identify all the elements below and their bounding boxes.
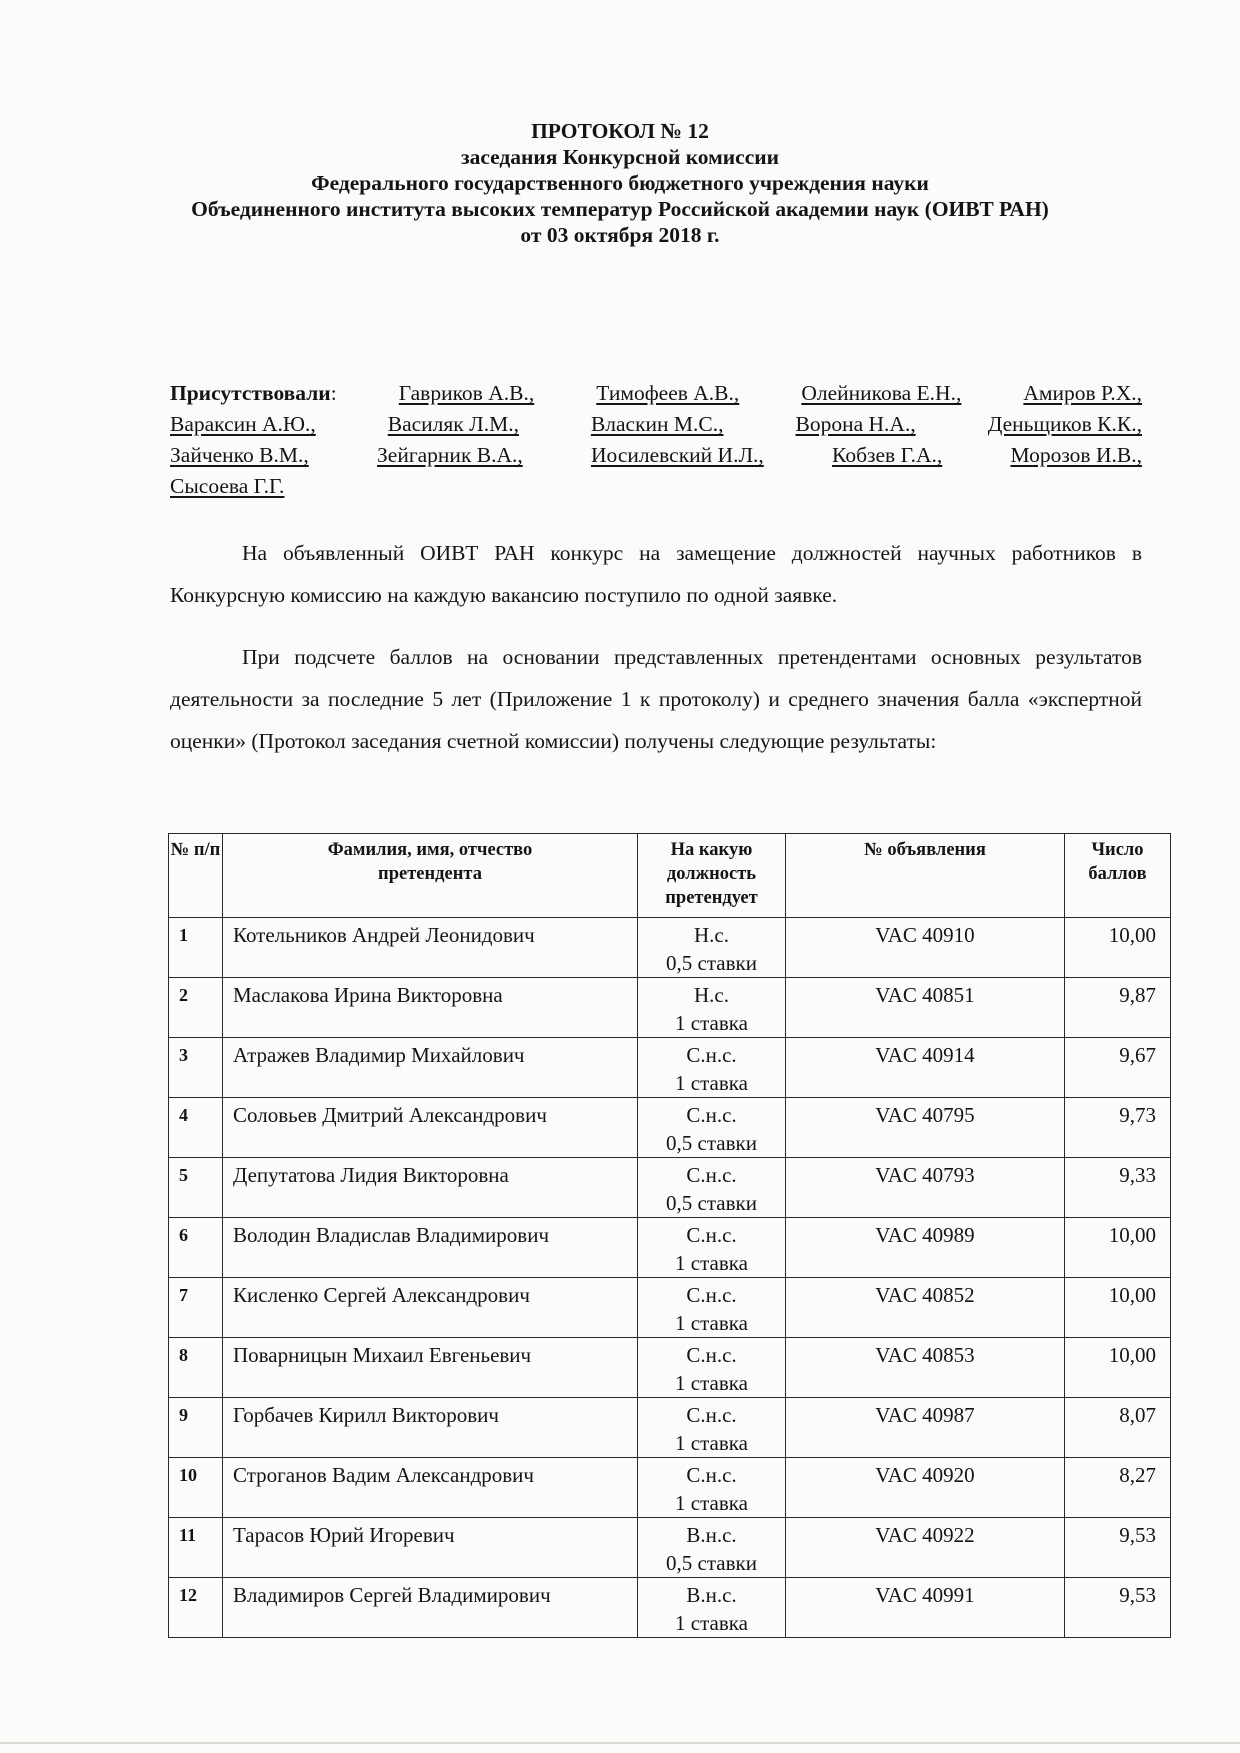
score-value: 9,87	[1065, 978, 1171, 1038]
applicant-name: Строганов Вадим Александрович	[223, 1458, 638, 1518]
applicant-name: Атражев Владимир Михайлович	[223, 1038, 638, 1098]
header-num: № п/п	[169, 834, 223, 918]
applicant-name: Владимиров Сергей Владимирович	[223, 1578, 638, 1638]
position-title: С.н.с.	[686, 1163, 737, 1187]
paragraph-applications-text: На объявленный ОИВТ РАН конкурс на замещение должностей научных работников в Конкурсную комиссию на каждую вакансию поступило по одной заявке.	[170, 541, 1142, 607]
score-value: 9,53	[1065, 1578, 1171, 1638]
position-cell	[638, 1398, 786, 1458]
score-value: 8,07	[1065, 1398, 1171, 1458]
header-score: Число баллов	[1065, 834, 1171, 918]
vacancy-number: VAC 40853	[786, 1338, 1065, 1398]
vacancy-number: VAC 40920	[786, 1458, 1065, 1518]
attendee-name: Зейгарник В.А.,	[377, 443, 523, 467]
position-title: Н.с.	[694, 923, 729, 947]
vacancy-number: VAC 40910	[786, 918, 1065, 978]
position-title: С.н.с.	[686, 1403, 737, 1427]
position-cell	[638, 1098, 786, 1158]
position-rate: 0,5 ставки	[666, 1191, 757, 1215]
row-number: 12	[169, 1578, 223, 1638]
score-value: 9,67	[1065, 1038, 1171, 1098]
score-value: 9,73	[1065, 1098, 1171, 1158]
position-title: С.н.с.	[686, 1343, 737, 1367]
protocol-subtitle: заседания Конкурсной комиссии	[460, 145, 780, 169]
table-row	[169, 1458, 1171, 1518]
table-row	[169, 1098, 1171, 1158]
results-table	[168, 833, 1171, 1638]
attendee-name: Иосилевский И.Л.,	[591, 443, 764, 467]
vacancy-number: VAC 40914	[786, 1038, 1065, 1098]
table-header-row	[169, 834, 1171, 918]
attendee-name: Олейникова Е.Н.,	[801, 381, 962, 405]
position-cell	[638, 1578, 786, 1638]
applicant-name: Котельников Андрей Леонидович	[223, 918, 638, 978]
attendance-row-3	[170, 440, 1142, 471]
position-cell	[638, 918, 786, 978]
applicant-name: Тарасов Юрий Игоревич	[223, 1518, 638, 1578]
position-rate: 1 ставка	[675, 1431, 748, 1455]
header-name: Фамилия, имя, отчество претендента	[223, 834, 638, 918]
score-value: 8,27	[1065, 1458, 1171, 1518]
score-value: 9,53	[1065, 1518, 1171, 1578]
table-row	[169, 978, 1171, 1038]
attendee-name: Сысоева Г.Г.	[170, 474, 285, 498]
vacancy-number: VAC 40852	[786, 1278, 1065, 1338]
row-number: 2	[169, 978, 223, 1038]
protocol-title: ПРОТОКОЛ № 12	[531, 119, 709, 143]
row-number: 8	[169, 1338, 223, 1398]
attendee-name: Кобзев Г.А.,	[832, 443, 943, 467]
position-cell	[638, 1338, 786, 1398]
row-number: 4	[169, 1098, 223, 1158]
position-rate: 1 ставка	[675, 1491, 748, 1515]
protocol-header	[120, 118, 1120, 248]
protocol-date: от 03 октября 2018 г.	[520, 223, 720, 247]
position-rate: 1 ставка	[675, 1611, 748, 1635]
attendee-name: Василяк Л.М.,	[387, 412, 519, 436]
position-title: С.н.с.	[686, 1283, 737, 1307]
position-cell	[638, 1158, 786, 1218]
position-title: С.н.с.	[686, 1043, 737, 1067]
scan-edge-line	[0, 1742, 1240, 1744]
position-cell	[638, 1038, 786, 1098]
vacancy-number: VAC 40989	[786, 1218, 1065, 1278]
position-title: С.н.с.	[686, 1103, 737, 1127]
vacancy-number: VAC 40793	[786, 1158, 1065, 1218]
attendee-name: Тимофеев А.В.,	[596, 381, 740, 405]
row-number: 1	[169, 918, 223, 978]
applicant-name: Депутатова Лидия Викторовна	[223, 1158, 638, 1218]
vacancy-number: VAC 40922	[786, 1518, 1065, 1578]
position-title: С.н.с.	[686, 1223, 737, 1247]
applicant-name: Маслакова Ирина Викторовна	[223, 978, 638, 1038]
score-value: 10,00	[1065, 1338, 1171, 1398]
applicant-name: Горбачев Кирилл Викторович	[223, 1398, 638, 1458]
attendee-name: Амиров Р.Х.,	[1023, 381, 1142, 405]
position-cell	[638, 1458, 786, 1518]
attendee-name: Власкин М.С.,	[590, 412, 724, 436]
table-row	[169, 1338, 1171, 1398]
position-title: В.н.с.	[686, 1583, 737, 1607]
attendee-name: Деньщиков К.К.,	[987, 412, 1142, 436]
institution-line-2: Объединенного института высоких температур Российской академии наук (ОИВТ РАН)	[191, 197, 1049, 221]
table-row	[169, 1578, 1171, 1638]
position-rate: 1 ставка	[675, 1371, 748, 1395]
vacancy-number: VAC 40851	[786, 978, 1065, 1038]
applicant-name: Поварницын Михаил Евгеньевич	[223, 1338, 638, 1398]
attendance-label: Присутствовали	[170, 381, 331, 405]
table-row	[169, 1518, 1171, 1578]
vacancy-number: VAC 40987	[786, 1398, 1065, 1458]
attendance-row-1	[170, 378, 1142, 409]
position-rate: 0,5 ставки	[666, 951, 757, 975]
score-value: 10,00	[1065, 1218, 1171, 1278]
position-cell	[638, 1218, 786, 1278]
position-title: Н.с.	[694, 983, 729, 1007]
paragraph-applications	[170, 532, 1142, 616]
attendee-name: Вараксин А.Ю.,	[170, 412, 316, 436]
score-value: 10,00	[1065, 1278, 1171, 1338]
position-rate: 0,5 ставки	[666, 1131, 757, 1155]
attendance-row-2	[170, 409, 1142, 440]
table-row	[169, 918, 1171, 978]
row-number: 6	[169, 1218, 223, 1278]
position-rate: 1 ставка	[675, 1311, 748, 1335]
score-value: 10,00	[1065, 918, 1171, 978]
position-rate: 1 ставка	[675, 1011, 748, 1035]
row-number: 11	[169, 1518, 223, 1578]
attendee-name: Зайченко В.М.,	[170, 443, 309, 467]
row-number: 7	[169, 1278, 223, 1338]
attendee-name: Морозов И.В.,	[1010, 443, 1142, 467]
row-number: 3	[169, 1038, 223, 1098]
header-position: На какую должность претендует	[638, 834, 786, 918]
attendee-name: Гавриков А.В.,	[398, 381, 535, 405]
table-row	[169, 1158, 1171, 1218]
table-row	[169, 1038, 1171, 1098]
table-row	[169, 1218, 1171, 1278]
position-rate: 1 ставка	[675, 1071, 748, 1095]
applicant-name: Кисленко Сергей Александрович	[223, 1278, 638, 1338]
position-rate: 0,5 ставки	[666, 1551, 757, 1575]
applicant-name: Володин Владислав Владимирович	[223, 1218, 638, 1278]
attendance-row-4	[170, 471, 1142, 502]
position-cell	[638, 1518, 786, 1578]
position-cell	[638, 978, 786, 1038]
attendance-label-wrap: Присутствовали:	[170, 381, 337, 405]
row-number: 5	[169, 1158, 223, 1218]
position-cell	[638, 1278, 786, 1338]
table-row	[169, 1398, 1171, 1458]
paragraph-scoring	[170, 636, 1142, 762]
attendee-name: Ворона Н.А.,	[795, 412, 916, 436]
vacancy-number: VAC 40991	[786, 1578, 1065, 1638]
row-number: 10	[169, 1458, 223, 1518]
vacancy-number: VAC 40795	[786, 1098, 1065, 1158]
institution-line-1: Федерального государственного бюджетного учреждения науки	[311, 171, 929, 195]
position-title: В.н.с.	[686, 1523, 737, 1547]
attendance-block	[170, 378, 1142, 502]
row-number: 9	[169, 1398, 223, 1458]
position-title: С.н.с.	[686, 1463, 737, 1487]
score-value: 9,33	[1065, 1158, 1171, 1218]
applicant-name: Соловьев Дмитрий Александрович	[223, 1098, 638, 1158]
header-vacancy: № объявления	[786, 834, 1065, 918]
position-rate: 1 ставка	[675, 1251, 748, 1275]
table-row	[169, 1278, 1171, 1338]
paragraph-scoring-text: При подсчете баллов на основании представленных претендентами основных результатов деятельности за последние 5 лет (Приложение 1 к протоколу) и среднего значения балла «экспертной оценки» (Протокол заседания счетной комиссии) получены следующие результаты:	[170, 645, 1142, 753]
